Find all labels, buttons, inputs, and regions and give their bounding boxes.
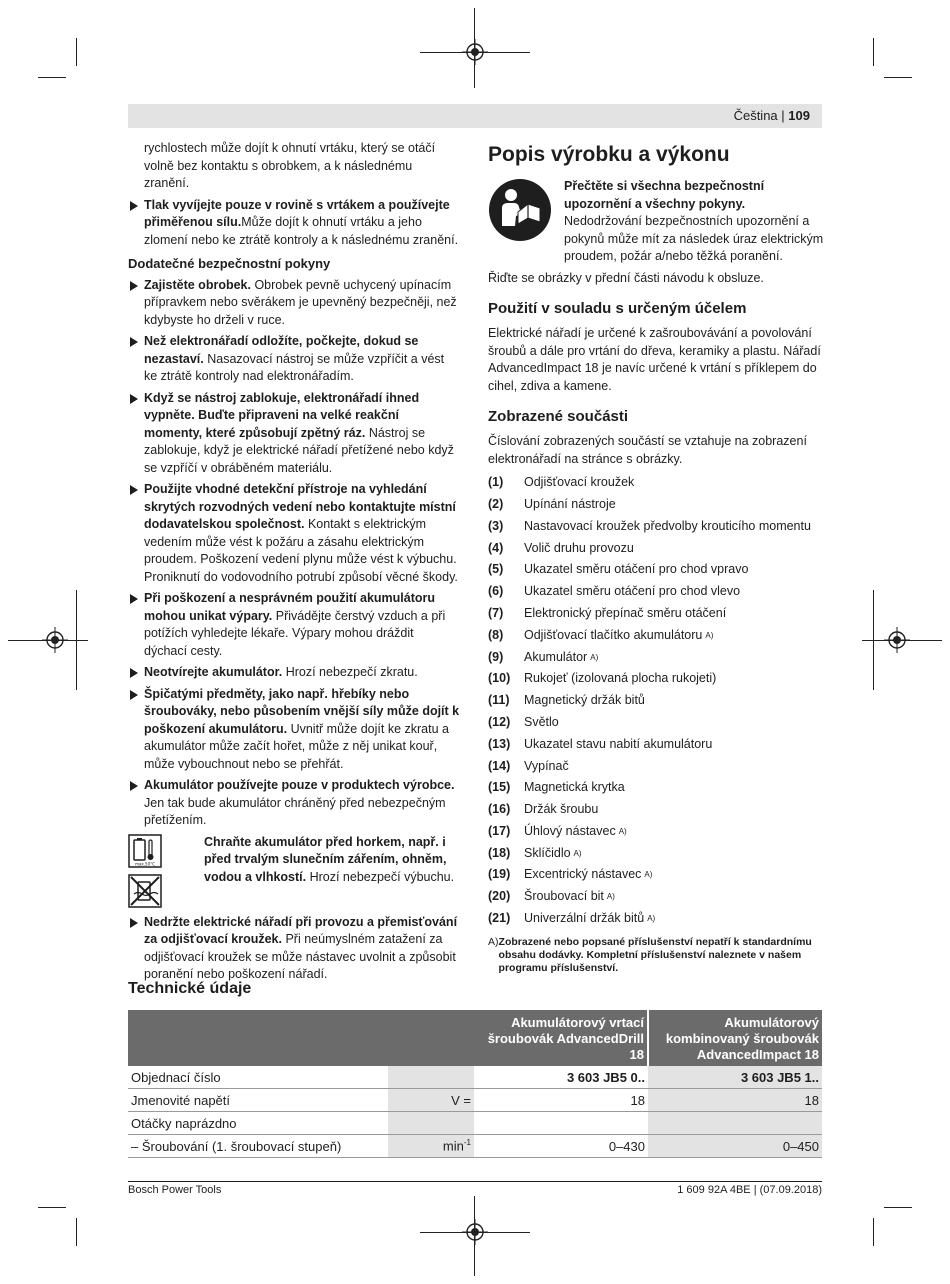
bullet-triangle-icon <box>130 337 138 347</box>
bullet-bold: Neotvírejte akumulátor. <box>144 665 283 679</box>
table-row <box>128 1066 822 1089</box>
component-item <box>488 777 824 799</box>
component-label: Upínání nástroje <box>524 496 616 511</box>
battery-warning-text: Hrozí nebezpečí výbuchu. <box>306 869 455 884</box>
table-header-empty <box>388 1010 474 1066</box>
component-item <box>488 516 824 538</box>
footer-doc-id: 1 609 92A 4BE | (07.09.2018) <box>677 1184 822 1196</box>
components-list <box>488 472 824 930</box>
use-paragraph: Elektrické nářadí je určené k zašroubovávání a povolování šroubů a dále pro vrtání do dřeva, keramiky a plastu. Nářadí AdvancedImpact 18 je navíc určené k vrtání s příklepem do cihel, zdiva a kamene. <box>488 326 821 393</box>
table-header-impact: Akumulátorový kombinovaný šroubovák AdvancedImpact 18 <box>648 1010 822 1066</box>
components-heading: Zobrazené součásti <box>488 408 629 425</box>
bullet-bold: Nedržte elektrické nářadí při provozu a přemisťování za odjišťovací kroužek. <box>144 914 458 946</box>
crop-mark <box>76 1218 77 1246</box>
row-value-impact: 0–450 <box>648 1135 822 1158</box>
component-number: (4) <box>488 540 504 555</box>
no-water-icon <box>128 874 162 908</box>
component-number: (21) <box>488 911 511 926</box>
bullet-triangle-icon <box>130 668 138 678</box>
warning-bold: Přečtěte si všechna bezpečnostní upozornění a všechny pokyny. <box>564 179 765 211</box>
table-header-row <box>128 1010 822 1066</box>
safety-bullet <box>128 590 460 660</box>
crop-mark <box>474 8 475 88</box>
header-language: Čeština <box>733 108 778 123</box>
component-item <box>488 581 824 603</box>
read-instructions-warning <box>488 178 824 266</box>
footnote-mark: A) <box>488 935 499 948</box>
crop-mark <box>873 38 874 66</box>
bullet-bold: Akumulátor používejte pouze v produktech výrobce. <box>144 778 455 792</box>
component-number: (5) <box>488 562 504 577</box>
bullet-triangle-icon <box>130 394 138 404</box>
page-number: 109 <box>788 108 810 123</box>
component-label: Světlo <box>524 714 559 729</box>
bullet-bold: Použijte vhodné detekční přístroje na vyhledání skrytých rozvodných vedení nebo kontaktujte místní dodavatelskou společnost. <box>144 482 456 531</box>
component-label: Ukazatel stavu nabití akumulátoru <box>524 736 713 751</box>
section-subheading: Dodatečné bezpečnostní pokyny <box>128 256 331 271</box>
component-item <box>488 690 824 712</box>
component-item <box>488 603 824 625</box>
bullet-text: Při neúmyslném zatažení za odjišťovací kroužek se může nástavec uvolnit a způsobit poranění nebo poškození nářadí. <box>144 932 456 981</box>
table-header-empty <box>128 1010 388 1066</box>
component-item <box>488 886 824 908</box>
tech-data-title: Technické údaje <box>128 980 252 997</box>
component-number: (2) <box>488 496 504 511</box>
component-footnote-ref: A) <box>644 870 653 880</box>
accessory-footnote <box>488 936 824 975</box>
row-unit <box>388 1112 474 1135</box>
bullet-triangle-icon <box>130 281 138 291</box>
footnote-text: Zobrazené nebo popsané příslušenství nepatří k standardnímu obsahu dodávky. Kompletní příslušenství naleznete v našem programu příslušenství. <box>498 935 812 974</box>
safety-bullet <box>128 481 460 586</box>
component-item <box>488 734 824 756</box>
component-number: (11) <box>488 693 510 708</box>
component-item <box>488 821 824 843</box>
bullet-text: Obrobek pevně uchycený upínacím přípravkem nebo svěrákem je upevněný bezpečněji, než kdybyste ho drželi v ruce. <box>144 277 457 327</box>
component-item <box>488 864 824 886</box>
section-title: Popis výrobku a výkonu <box>488 143 730 166</box>
component-label: Excentrický nástavec <box>524 867 642 882</box>
safety-bullet <box>128 197 460 250</box>
footer-rule <box>128 1181 822 1182</box>
component-item <box>488 755 824 777</box>
component-label: Volič druhu provozu <box>524 540 634 555</box>
bullet-bold: Při poškození a nesprávném použití akumulátoru mohou unikat výpary. <box>144 591 436 623</box>
component-item <box>488 843 824 865</box>
battery-icon-label: max.50°C <box>135 861 155 866</box>
bullet-text: Jen tak bude akumulátor chráněný před nebezpečným přetížením. <box>144 795 446 827</box>
component-label: Úhlový nástavec <box>524 823 616 838</box>
component-number: (16) <box>488 802 511 817</box>
header-separator: | <box>781 108 785 123</box>
bullet-text: Může dojít k ohnutí vrtáku a jeho zlomení nebo ke ztrátě kontroly a k následnému zranění. <box>144 215 459 247</box>
row-label: Objednací číslo <box>128 1066 388 1089</box>
bullet-bold: Než elektronářadí odložíte, počkejte, dokud se nezastaví. <box>144 334 419 366</box>
bullet-triangle-icon <box>130 690 138 700</box>
component-item <box>488 712 824 734</box>
table-header-drill: Akumulátorový vrtací šroubovák AdvancedDrill 18 <box>474 1010 648 1066</box>
bullet-triangle-icon <box>130 594 138 604</box>
bullet-triangle-icon <box>130 201 138 211</box>
bullet-text: Uvnitř může dojít ke zkratu a akumulátor může začít hořet, může z něj unikat kouř, může vybouchnout nebo se přehřát. <box>144 721 449 771</box>
safety-bullet <box>128 914 460 984</box>
component-item <box>488 908 824 930</box>
crop-mark <box>38 1207 66 1208</box>
component-number: (17) <box>488 823 511 838</box>
bullet-triangle-icon <box>130 918 138 928</box>
component-label: Šroubovací bit <box>524 889 604 904</box>
battery-warning-bold: Chraňte akumulátor před horkem, např. i před trvalým slunečním zářením, ohněm, vodou a vlhkostí. <box>204 834 447 884</box>
bullet-text: Kontakt s elektrickým vedením může vést k požáru a zásahu elektrickým proudem. Poškození vedení plynu může vést k výbuchu. Proniknutí do vodovodního potrubí způsobí věcné škody. <box>144 517 458 584</box>
bullet-text: Nástroj se zablokuje, když je elektrické nářadí přetížené nebo když se vzpříčí v obráběném materiálu. <box>144 425 454 475</box>
read-manual-icon <box>488 178 552 242</box>
component-item <box>488 537 824 559</box>
bullet-bold: Špičatými předměty, jako např. hřebíky nebo šroubováky, nebo působením vnější síly může dojít k poškození akumulátoru. <box>144 686 460 736</box>
crop-mark <box>38 77 66 78</box>
component-number: (3) <box>488 518 504 533</box>
crop-mark <box>8 640 88 641</box>
row-value-impact <box>648 1112 822 1135</box>
component-number: (15) <box>488 780 511 795</box>
crop-mark <box>884 1207 912 1208</box>
table-row <box>128 1089 822 1112</box>
row-value-drill: 18 <box>474 1089 648 1112</box>
component-footnote-ref: A) <box>573 848 582 858</box>
figures-note: Řiďte se obrázky v přední části návodu k obsluze. <box>488 270 764 285</box>
unit-text: min <box>442 1138 464 1154</box>
component-number: (20) <box>488 889 511 904</box>
component-item <box>488 494 824 516</box>
safety-bullet <box>128 664 460 682</box>
row-unit: V = <box>388 1089 474 1112</box>
component-number: (10) <box>488 671 511 686</box>
row-value-drill: 3 603 JB5 0.. <box>474 1066 648 1089</box>
component-label: Akumulátor <box>524 649 588 664</box>
page-header <box>128 104 822 128</box>
component-number: (18) <box>488 845 511 860</box>
bullet-text: Hrozí nebezpečí zkratu. <box>282 665 418 679</box>
component-footnote-ref: A) <box>618 826 627 836</box>
row-unit <box>388 1135 474 1158</box>
component-footnote-ref: A) <box>705 630 714 640</box>
safety-bullet <box>128 277 460 330</box>
component-number: (8) <box>488 627 504 642</box>
left-column <box>128 140 460 988</box>
component-item <box>488 668 824 690</box>
component-item <box>488 559 824 581</box>
component-label: Elektronický přepínač směru otáčení <box>524 605 727 620</box>
battery-heat-icon <box>128 834 162 868</box>
crop-mark <box>76 38 77 66</box>
component-label: Magnetická krytka <box>524 780 625 795</box>
row-value-drill <box>474 1112 648 1135</box>
component-number: (9) <box>488 649 504 664</box>
component-item <box>488 625 824 647</box>
component-item <box>488 799 824 821</box>
crop-mark <box>884 77 912 78</box>
row-label: Jmenovité napětí <box>128 1089 388 1112</box>
right-column <box>488 140 824 975</box>
component-label: Univerzální držák bitů <box>524 911 645 926</box>
component-label: Magnetický držák bitů <box>524 693 645 708</box>
safety-bullet <box>128 777 460 830</box>
safety-bullet <box>128 390 460 478</box>
footer-brand: Bosch Power Tools <box>128 1184 222 1196</box>
component-label: Vypínač <box>524 758 569 773</box>
bullet-triangle-icon <box>130 781 138 791</box>
row-label: Otáčky naprázdno <box>128 1112 388 1135</box>
unit-superscript: -1 <box>463 1138 471 1148</box>
component-label: Sklíčidlo <box>524 845 571 860</box>
crop-mark <box>420 1232 530 1233</box>
crop-mark <box>474 1196 475 1276</box>
component-label: Odjišťovací tlačítko akumulátoru <box>524 627 703 642</box>
row-value-impact: 3 603 JB5 1.. <box>648 1066 822 1089</box>
component-label: Držák šroubu <box>524 802 599 817</box>
component-label: Odjišťovací kroužek <box>524 475 635 490</box>
component-footnote-ref: A) <box>590 652 599 662</box>
component-number: (6) <box>488 584 504 599</box>
component-number: (7) <box>488 605 504 620</box>
row-value-drill: 0–430 <box>474 1135 648 1158</box>
component-label: Ukazatel směru otáčení pro chod vlevo <box>524 584 741 599</box>
row-unit <box>388 1066 474 1089</box>
component-footnote-ref: A) <box>606 892 615 902</box>
row-value-impact: 18 <box>648 1089 822 1112</box>
bullet-triangle-icon <box>130 485 138 495</box>
component-label: Nastavovací kroužek předvolby krouticího momentu <box>524 518 811 533</box>
header-text <box>734 108 810 123</box>
crop-mark <box>862 640 942 641</box>
use-heading: Použití v souladu s určeným účelem <box>488 300 747 317</box>
component-label: Rukojeť (izolovaná plocha rukojeti) <box>524 671 717 686</box>
component-item <box>488 472 824 494</box>
tech-data-table <box>128 1010 822 1158</box>
safety-bullet <box>128 333 460 386</box>
component-number: (13) <box>488 736 511 751</box>
component-label: Ukazatel směru otáčení pro chod vpravo <box>524 562 749 577</box>
table-row <box>128 1112 822 1135</box>
crop-mark <box>873 1218 874 1246</box>
component-number: (14) <box>488 758 511 773</box>
component-number: (19) <box>488 867 511 882</box>
components-intro: Číslování zobrazených součástí se vztahuje na zobrazení elektronářadí na stránce s obrázky. <box>488 434 807 466</box>
crop-mark <box>420 52 530 53</box>
table-row <box>128 1135 822 1158</box>
bullet-bold: Zajistěte obrobek. <box>144 277 251 292</box>
component-footnote-ref: A) <box>647 914 656 924</box>
bullet-text: Přivádějte čerstvý vzduch a při potížích vyhledejte lékaře. Výpary mohou dráždit dýchací cesty. <box>144 608 446 658</box>
bullet-bold: Když se nástroj zablokuje, elektronářadí ihned vypněte. Buďte připraveni na velké reakční momenty, které způsobují zpětný ráz. <box>144 390 420 440</box>
battery-warning <box>128 834 460 910</box>
warning-text: Nedodržování bezpečnostních upozornění a pokynů může mít za následek úraz elektrickým proudem, požár a/nebo těžká poranění. <box>564 214 824 263</box>
bullet-bold: Tlak vyvíjejte pouze v rovině s vrtákem a používejte přiměřenou sílu. <box>144 197 450 229</box>
intro-paragraph: rychlostech může dojít k ohnutí vrtáku, který se otáčí volně bez kontaktu s obrobkem, a k následnému zranění. <box>144 141 436 190</box>
bullet-text: Nasazovací nástroj se může vzpříčit a vést ke ztrátě kontroly nad elektronářadím. <box>144 351 445 383</box>
component-number: (12) <box>488 714 511 729</box>
row-label: – Šroubování (1. šroubovací stupeň) <box>128 1135 388 1158</box>
safety-bullet <box>128 686 460 774</box>
component-item <box>488 646 824 668</box>
component-number: (1) <box>488 475 504 490</box>
